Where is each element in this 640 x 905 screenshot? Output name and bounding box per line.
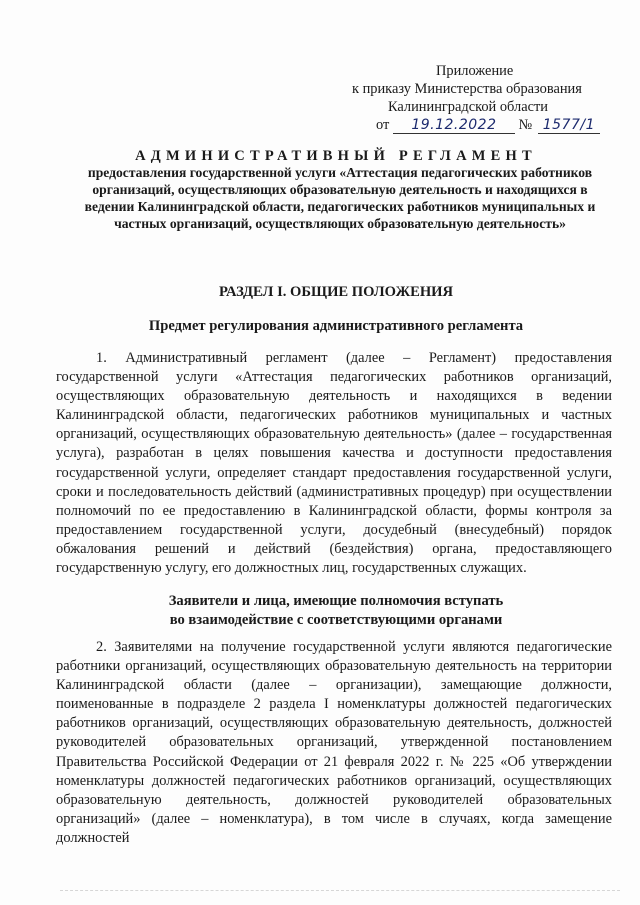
- applicants-heading: [40, 592, 632, 630]
- appendix-date-number: [352, 116, 602, 134]
- section-title: РАЗДЕЛ I. ОБЩИЕ ПОЛОЖЕНИЯ: [218, 284, 454, 300]
- appendix-order-ref: к приказу Министерства образования: [352, 81, 582, 97]
- scan-edge: [60, 890, 620, 892]
- order-number-field: [538, 117, 600, 134]
- ot-label: от: [376, 117, 390, 133]
- appendix-label: Приложение: [436, 63, 514, 79]
- paragraph-2: 2. Заявителями на получение государственной услуги являются педагогические работники организаций, осуществляющих образовательную деятельность на территории Калининградской области (далее – организации), замещающие должности, поименованные в подразделе 2 раздела I номенклатуры должностей педагогических работников организаций, осуществляющих образовательную деятельность, должностей руководителей образовательных организаций, утвержденной постановлением Правительства Российской Федерации от 21 февраля 2022 г. № 225 «Об утверждении номенклатуры должностей педагогических работников организаций, осуществляющих образовательную деятельность, должностей руководителей образовательных организаций» (далее – номенклатура), в том числе в случаях, когда замещение должностей: [56, 639, 612, 846]
- subject-heading: Предмет регулирования административного регламента: [148, 318, 524, 334]
- appendix-region: Калининградской области: [388, 99, 548, 115]
- order-date-field: [393, 117, 515, 134]
- applicants-heading-line1: Заявители и лица, имеющие полномочия вступать: [168, 593, 504, 609]
- number-label: №: [518, 117, 533, 133]
- order-number: 1577/1: [542, 117, 595, 133]
- document-subtitle: предоставления государственной услуги «Аттестация педагогических работников организаций, осуществляющих образовательную деятельность и находящихся в ведении Калининградской области, педагогических работников муниципальных и частных организаций, осуществляющих образовательную деятельность»: [84, 165, 596, 231]
- applicants-heading-line2: во взаимодействие с соответствующими органами: [169, 612, 503, 628]
- appendix-block: [352, 62, 602, 134]
- paragraph-1: 1. Административный регламент (далее – Регламент) предоставления государственной услуги «Аттестация педагогических работников организаций, осуществляющих образовательную деятельность и находящихся в ведении Калининградской области, педагогических работников муниципальных и частных организаций, осуществляющих образовательную деятельность» (далее – государственная услуга), разработан в целях повышения качества и доступности предоставления государственной услуги, определяет стандарт предоставления государственной услуги, сроки и последовательность действий (административных процедур) при осуществлении полномочий по ее предоставлению в Калининградской области, формы контроля за предоставлением государственной услуги, досудебный (внесудебный) порядок обжалования решений и действий (бездействия) органа, предоставляющего государственную услугу, его должностных лиц, государственных служащих.: [56, 350, 612, 577]
- document-title: АДМИНИСТРАТИВНЫЙ РЕГЛАМЕНТ: [135, 148, 537, 164]
- order-date: 19.12.2022: [411, 117, 497, 133]
